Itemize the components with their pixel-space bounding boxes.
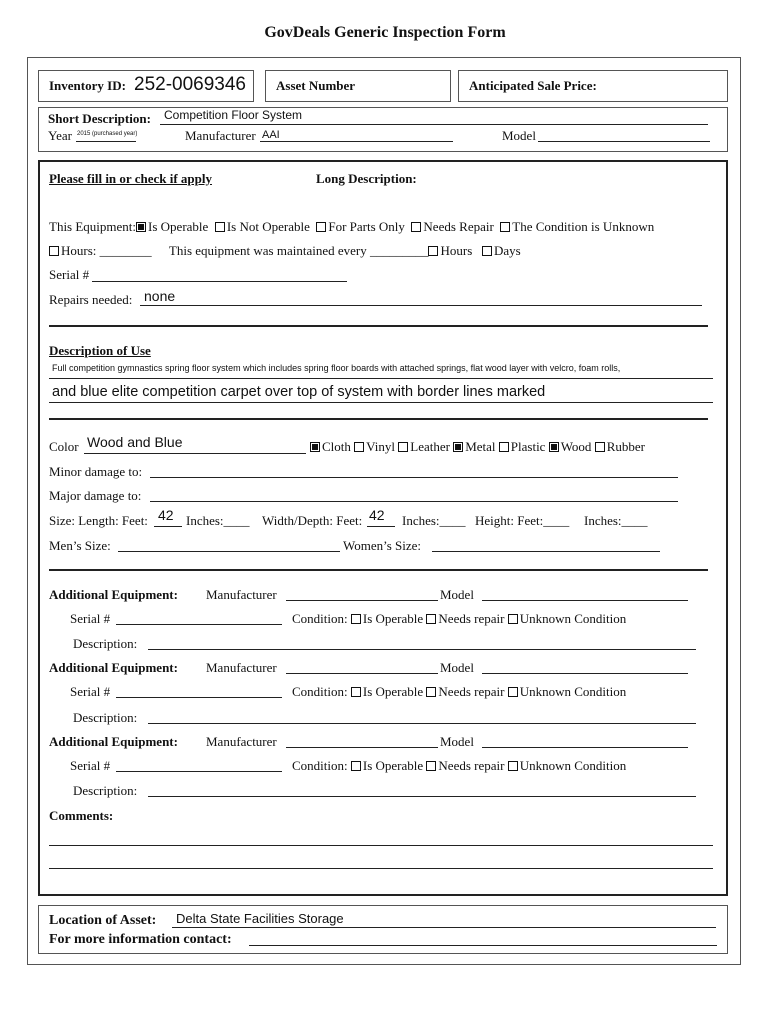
is-operable-label: Is Operable: [362, 758, 424, 773]
additional-serial-field[interactable]: [116, 771, 282, 772]
checkbox-maint-hours[interactable]: [428, 246, 438, 256]
description-of-use-line1[interactable]: Full competition gymnastics spring floor system which includes spring floor boards with attached springs, flat wood layer with velcro, foam rolls,: [52, 363, 621, 373]
manufacturer-label: Manufacturer: [185, 128, 256, 143]
is-operable-label: Is Operable: [148, 219, 209, 234]
checkbox-is-operable[interactable]: [136, 222, 146, 232]
width-feet-field[interactable]: 42: [369, 507, 385, 523]
plastic-label: Plastic: [510, 439, 546, 454]
rubber-label: Rubber: [606, 439, 645, 454]
asset-number-box[interactable]: [265, 70, 451, 102]
major-damage-label: Major damage to:: [49, 488, 142, 503]
is-not-operable-label: Is Not Operable: [226, 219, 310, 234]
needs-repair-label: Needs repair: [438, 758, 505, 773]
checkbox-unknown-condition[interactable]: [508, 761, 518, 771]
sale-price-box[interactable]: [458, 70, 728, 102]
unknown-condition-label: Unknown Condition: [519, 611, 627, 626]
divider: [49, 325, 708, 327]
manufacturer-field[interactable]: AAI: [262, 129, 280, 141]
additional-manufacturer-field[interactable]: [286, 673, 438, 674]
condition-label: Condition:: [292, 611, 348, 626]
size-length-label: Size: Length: Feet:: [49, 513, 148, 528]
unknown-condition-label: Unknown Condition: [519, 758, 627, 773]
contact-label: For more information contact:: [49, 932, 232, 947]
wood-label: Wood: [560, 439, 592, 454]
womens-size-field[interactable]: [432, 551, 660, 552]
additional-description-field[interactable]: [148, 649, 696, 650]
additional-model-field[interactable]: [482, 600, 688, 601]
maintained-label[interactable]: This equipment was maintained every _________: [168, 243, 429, 258]
additional-serial-field[interactable]: [116, 624, 282, 625]
equipment-condition-row: [49, 219, 654, 235]
sale-price-label: Anticipated Sale Price:: [469, 78, 597, 93]
unknown-condition-label: Unknown Condition: [519, 684, 627, 699]
height-inches-label[interactable]: Inches:____: [584, 513, 648, 528]
is-operable-label: Is Operable: [362, 684, 424, 699]
comments-field-line2[interactable]: [49, 868, 713, 869]
year-label: Year: [48, 128, 72, 143]
form-title: GovDeals Generic Inspection Form: [264, 24, 506, 41]
additional-serial-label: Serial #: [70, 611, 111, 626]
checkbox-cloth[interactable]: [310, 442, 320, 452]
needs-repair-label: Needs Repair: [423, 219, 494, 234]
additional-serial-label: Serial #: [70, 684, 111, 699]
additional-equipment-label: Additional Equipment:: [49, 660, 178, 675]
checkbox-needs-repair[interactable]: [426, 687, 436, 697]
cloth-label: Cloth: [322, 439, 351, 454]
mens-size-field[interactable]: [118, 551, 340, 552]
additional-manufacturer-label: Manufacturer: [206, 734, 277, 749]
contact-field[interactable]: [249, 945, 717, 946]
fill-check-label: Please fill in or check if apply: [49, 171, 212, 186]
location-field[interactable]: Delta State Facilities Storage: [176, 911, 344, 926]
mens-size-label: Men’s Size:: [49, 538, 111, 553]
inventory-id-field[interactable]: 252-0069346: [134, 74, 246, 95]
additional-condition-row: [292, 611, 626, 627]
condition-label: Condition:: [292, 684, 348, 699]
checkbox-is-operable[interactable]: [351, 761, 361, 771]
minor-damage-field[interactable]: [150, 477, 678, 478]
additional-manufacturer-field[interactable]: [286, 747, 438, 748]
additional-manufacturer-label: Manufacturer: [206, 587, 277, 602]
additional-model-label: Model: [440, 734, 474, 749]
description-of-use-label: Description of Use: [49, 343, 151, 358]
major-damage-field[interactable]: [150, 501, 678, 502]
womens-size-label: Women’s Size:: [343, 538, 422, 553]
condition-label: Condition:: [292, 758, 348, 773]
divider: [49, 569, 708, 571]
metal-label: Metal: [465, 439, 496, 454]
checkbox-for-parts-only[interactable]: [316, 222, 326, 232]
checkbox-unknown-condition[interactable]: [508, 614, 518, 624]
additional-description-field[interactable]: [148, 796, 696, 797]
checkbox-unknown-condition[interactable]: [508, 687, 518, 697]
checkbox-needs-repair[interactable]: [411, 222, 421, 232]
short-description-field[interactable]: Competition Floor System: [164, 108, 303, 122]
checkbox-rubber[interactable]: [595, 442, 605, 452]
additional-serial-field[interactable]: [116, 697, 282, 698]
condition-unknown-label: The Condition is Unknown: [512, 219, 655, 234]
additional-manufacturer-field[interactable]: [286, 600, 438, 601]
additional-description-label: Description:: [73, 710, 138, 725]
checkbox-leather[interactable]: [398, 442, 408, 452]
maint-days-label: Days: [494, 243, 521, 258]
additional-condition-row: [292, 758, 626, 774]
checkbox-wood[interactable]: [549, 442, 559, 452]
long-description-label: Long Description:: [316, 171, 417, 186]
checkbox-is-operable[interactable]: [351, 687, 361, 697]
needs-repair-label: Needs repair: [438, 611, 505, 626]
checkbox-needs-repair[interactable]: [426, 761, 436, 771]
checkbox-condition-unknown[interactable]: [500, 222, 510, 232]
checkbox-vinyl[interactable]: [354, 442, 364, 452]
color-material-row: [49, 439, 79, 455]
additional-model-label: Model: [440, 587, 474, 602]
year-field[interactable]: 2015 (purchased year): [77, 131, 138, 137]
length-inches-label[interactable]: Inches:____: [186, 513, 250, 528]
divider: [49, 418, 708, 420]
hours-label[interactable]: Hours: ________: [61, 243, 152, 258]
checkbox-hours[interactable]: [49, 246, 59, 256]
additional-manufacturer-label: Manufacturer: [206, 660, 277, 675]
additional-equipment-label: Additional Equipment:: [49, 587, 178, 602]
additional-model-label: Model: [440, 660, 474, 675]
inventory-id-box: [38, 70, 254, 102]
checkbox-plastic[interactable]: [499, 442, 509, 452]
materials-row: [310, 439, 645, 455]
asset-number-label: Asset Number: [276, 78, 356, 93]
checkbox-metal[interactable]: [453, 442, 463, 452]
checkbox-needs-repair[interactable]: [426, 614, 436, 624]
is-operable-label: Is Operable: [362, 611, 424, 626]
checkbox-is-not-operable[interactable]: [215, 222, 225, 232]
model-field[interactable]: [538, 141, 710, 142]
needs-repair-label: Needs repair: [438, 684, 505, 699]
repairs-field[interactable]: none: [144, 288, 176, 304]
color-label: Color: [49, 439, 79, 454]
color-field[interactable]: Wood and Blue: [87, 434, 183, 450]
additional-model-field[interactable]: [482, 747, 688, 748]
serial-label: Serial #: [49, 267, 90, 282]
width-label: Width/Depth: Feet:: [262, 513, 363, 528]
additional-model-field[interactable]: [482, 673, 688, 674]
short-description-label: Short Description:: [48, 111, 151, 126]
vinyl-label: Vinyl: [366, 439, 395, 454]
description-of-use-line2[interactable]: and blue elite competition carpet over top of system with border lines marked: [52, 384, 546, 400]
location-label: Location of Asset:: [49, 913, 157, 928]
additional-description-field[interactable]: [148, 723, 696, 724]
additional-condition-row: [292, 684, 626, 700]
checkbox-maint-days[interactable]: [482, 246, 492, 256]
additional-description-label: Description:: [73, 636, 138, 651]
additional-description-label: Description:: [73, 783, 138, 798]
for-parts-only-label: For Parts Only: [328, 219, 405, 234]
leather-label: Leather: [410, 439, 450, 454]
equipment-label: This Equipment:: [49, 219, 137, 234]
minor-damage-label: Minor damage to:: [49, 464, 143, 479]
serial-field[interactable]: [92, 281, 347, 282]
comments-field-line1[interactable]: [49, 845, 713, 846]
length-feet-field[interactable]: 42: [158, 507, 174, 523]
additional-serial-label: Serial #: [70, 758, 111, 773]
height-label[interactable]: Height: Feet:____: [475, 513, 570, 528]
model-label: Model: [502, 128, 536, 143]
repairs-label: Repairs needed:: [49, 292, 133, 307]
comments-label: Comments:: [49, 808, 114, 823]
checkbox-is-operable[interactable]: [351, 614, 361, 624]
hours-row: [49, 243, 521, 259]
maint-hours-label: Hours: [440, 243, 473, 258]
inventory-id-label: Inventory ID:: [49, 78, 126, 93]
additional-equipment-label: Additional Equipment:: [49, 734, 178, 749]
width-inches-label[interactable]: Inches:____: [402, 513, 466, 528]
